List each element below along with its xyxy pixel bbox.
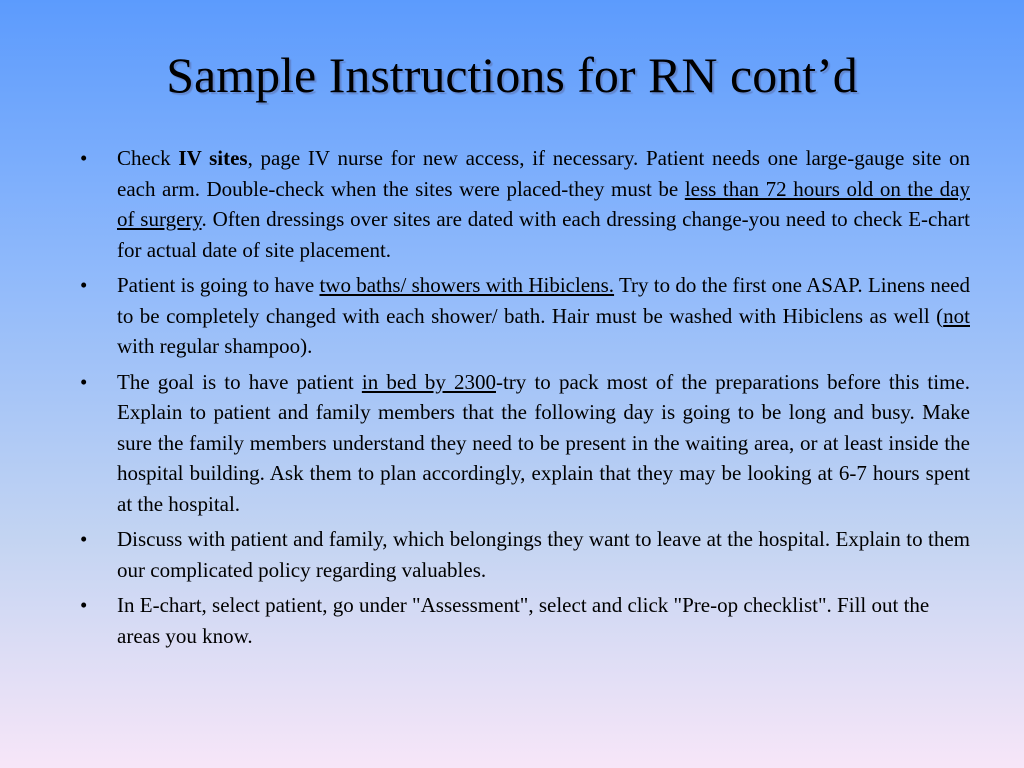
bullet-text: Check [117,146,179,170]
bullet-belongings [70,524,970,585]
bullet-text: In E-chart, select patient, go under "Assessment", select and click "Pre-op checklist". Fill out the areas you know. [117,593,930,648]
bullet-text: . Often dressings over sites are dated with each dressing change-you need to check E-chart for actual date of site placement. [117,207,971,262]
bullet-baths [70,270,970,362]
bullet-marker: • [80,369,88,394]
bullet-marker: • [80,593,88,617]
bullet-text: Patient is going to have [117,273,320,297]
bullet-text: Try to do the first one ASAP. Linens need to be completely changed with each shower/ bath. Hair must be washed with Hibiclens as well ( [117,273,970,328]
bullet-marker: • [80,273,88,297]
bullet-text: with regular shampoo). [117,334,313,358]
underlined-bed-by-2300: in bed by 2300 [361,369,496,394]
bullet-list [70,143,970,656]
bold-iv-sites: IV sites [178,146,248,170]
bullet-marker: • [80,146,88,170]
bullet-e-chart [70,590,970,651]
underlined-72-hours: less than 72 hours old on the day of surgery [117,176,970,231]
underlined-not: not [943,303,970,328]
bullet-text: Discuss with patient and family, which belongings they want to leave at the hospital. Explain to them our complicated policy regarding valuables. [117,527,970,582]
bullet-iv-sites [70,143,970,265]
underlined-two-baths: two baths/ showers with Hibiclens. [319,273,615,297]
bullet-text: , page IV nurse for new access, if necessary. Patient needs one large-gauge site on each arm. Double-check when the sites were placed-they must be [117,146,970,201]
bullet-goal [70,367,970,520]
slide-title: Sample Instructions for RN cont’d [166,47,858,103]
bullet-text: The goal is to have patient [117,369,362,394]
bullet-text: -try to pack most of the preparations before this time. Explain to patient and family members that the following day is going to be long and busy. Make sure the family members understand they need to be present in the waiting area, or at least inside the hospital building. Ask them to plan accordingly, explain that they may be looking at 6-7 hours spent at the hospital. [117,369,970,516]
bullet-marker: • [80,527,88,551]
